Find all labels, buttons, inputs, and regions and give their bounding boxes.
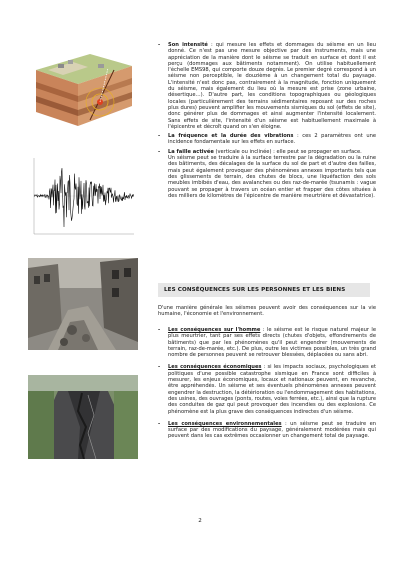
bullet-text: : ces 2 paramètres ont une incidence fondamentale sur les effets en surface. <box>168 133 376 146</box>
bullet-text: : un séisme peut se traduire en surface par des modifications du paysage, généralement modérées mais qui peuvent dans les cas extrêmes occasionner un changement total de paysage. <box>168 420 376 440</box>
bullet-term: Les conséquences économiques <box>168 364 262 371</box>
list-item: - Les conséquences environnementales : un séisme peut se traduire en surface par des modifications du paysage, généralement modérées mais qui peuvent dans les cas extrêmes occasionner un changement total de paysage. <box>158 420 376 440</box>
bullet-term: Les conséquences sur l'homme <box>168 327 261 333</box>
bottom-bullet-list <box>158 327 376 443</box>
ruined-street-photo <box>28 258 138 350</box>
list-item: - Les conséquences sur l'homme : le séisme est le risque naturel majeur le plus meurtrier, tant par ses effets directs (chutes d'objets, effondrements de bâtiments) que par les phénomènes qu'il peut engendrer (mouvements de terrain, raz-de-marée, etc.). De plus, outre les victimes possibles, un très grand nombre de personnes peuvent se retrouver blessées, déplacées ou sans abri. <box>158 327 376 359</box>
bullet-term: Son intensité <box>168 42 208 48</box>
list-item: - La fréquence et la durée des vibrations : ces 2 paramètres ont une incidence fondamentale sur les effets en surface. <box>158 133 376 146</box>
list-item: - Les conséquences économiques : si les impacts sociaux, psychologiques et politiques d'une possible catastrophe sismique en France sont difficiles à mesurer, les enjeux économiques, locaux et nationaux peuvent, en revanche, être appréhendés. Un séisme et ses éventuels phénomènes annexes peuvent engendrer la destruction, la détérioration ou l'endommagement des habitations, des usines, des ouvrages (ponts, routes, voies ferrées, etc.), ainsi que la rupture des conduites de gaz qui peut provoquer des incendies ou des explosions. Ce phénomène est la plus grave des conséquences indirectes d'un séisme. <box>158 364 376 415</box>
bullet-term: La fréquence et la durée des vibrations <box>168 133 294 140</box>
bullet-text: : qui mesure les effets et dommages du séisme en un lieu donné. Ce n'est pas une mesure objective par des instruments, mais une appréciation de la manière dont le séisme se traduit en surface et dont il est perçu (dommages aux bâtiments notamment). On utilise habituellement l'échelle EMS98, qui comporte douze degrés. Le premier degré correspond à un séisme non perceptible, le douzième à un changement total du paysage. L'intensité n'est donc pas, contrairement à la magnitude, fonction uniquement du séisme, mais également du lieu où la mesure est prise (zone urbaine, désertique…). D'autre part, les conditions topographiques ou géologiques locales (particulièrement des terrains sédimentaires reposant sur des roches plus dures) peuvent amplifier les mouvements sismiques du sol (effets de site), donc générer plus de dommages et ainsi augmenter l'intensité localement. Sans effets de site, l'intensité d'un séisme est habituellement maximale à l'épicentre et décroît quand on s'en éloigne. <box>168 42 376 130</box>
cracked-road-photo <box>28 375 138 459</box>
bullet-text: : le séisme est le risque naturel majeur le plus meurtrier, tant par ses effets directs (chutes d'objets, effondrements de bâtiments) que par les phénomènes qu'il peut engendrer (mouvements de terrain, raz-de-marée, etc.). De plus, outre les victimes possibles, un très grand nombre de personnes peuvent se retrouver blessées, déplacées ou sans abri. <box>168 327 376 359</box>
top-bullet-list <box>158 42 376 202</box>
page-number: 2 <box>198 518 202 524</box>
bullet-term: La faille activée <box>168 148 214 155</box>
seismogram-image <box>30 150 138 242</box>
section-title: LES CONSÉQUENCES SUR LES PERSONNES ET LES BIENS <box>158 283 370 297</box>
bullet-term: Les conséquences environnementales <box>168 420 282 427</box>
bullet-text: : si les impacts sociaux, psychologiques et politiques d'une possible catastrophe sismique en France sont difficiles à mesurer, les enjeux économiques, locaux et nationaux peuvent, en revanche, être appréhendés. Un séisme et ses éventuels phénomènes annexes peuvent engendrer la destruction, la détérioration ou l'endommagement des habitations, des usines, des ouvrages (ponts, routes, voies ferrées, etc.), ainsi que la rupture des conduites de gaz qui peut provoquer des incendies ou des explosions. Ce phénomène est la plus grave des conséquences indirectes d'un séisme. <box>168 364 376 415</box>
list-item: - Son intensité : qui mesure les effets et dommages du séisme en un lieu donné. Ce n'est pas une mesure objective par des instruments, mais une appréciation de la manière dont le séisme se traduit en surface et dont il est perçu (dommages aux bâtiments notamment). On utilise habituellement l'échelle EMS98, qui comporte douze degrés. Le premier degré correspond à un séisme non perceptible, le douzième à un changement total du paysage. L'intensité n'est donc pas, contrairement à la magnitude, fonction uniquement du séisme, mais également du lieu où la mesure est prise (zone urbaine, désertique…). D'autre part, les conditions topographiques ou géologiques locales (particulièrement des terrains sédimentaires reposant sur des roches plus dures) peuvent amplifier les mouvements sismiques du sol (effets de site), donc générer plus de dommages et ainsi augmenter l'intensité localement. Sans effets de site, l'intensité d'un séisme est habituellement maximale à l'épicentre et décroît quand on s'en éloigne. <box>158 42 376 130</box>
intro-paragraph: D'une manière générale les séismes peuvent avoir des conséquences sur la vie humaine, l'économie et l'environnement. <box>158 305 376 318</box>
bullet-extra-text: Un séisme peut se traduire à la surface terrestre par la dégradation ou la ruine des bâtiments, des décalages de la surface du sol de part et d'autre des failles, mais peut également provoquer des phénomènes annexes importants tels que des glissements de terrain, des chutes de blocs, une liquéfaction des sols meubles imbibés d'eau, des avalanches ou des raz-de-marée (tsunamis : vague pouvant se propager à travers un océan entier et frapper des côtes situées à des milliers de kilomètres de l'épicentre de manière meurtrière et dévastatrice). <box>168 155 376 199</box>
fault-block-diagram-image <box>28 40 138 132</box>
list-item: - La faille activée (verticale ou inclinée) : elle peut se propager en surface. Un séisme peut se traduire à la surface terrestre par la dégradation ou la ruine des bâtiments, des décalages de la surface du sol de part et d'autre des failles, mais peut également provoquer des phénomènes annexes importants tels que des glissements de terrain, des chutes de blocs, une liquéfaction des sols meubles imbibés d'eau, des avalanches ou des raz-de-marée (tsunamis : vague pouvant se propager à travers un océan entier et frapper des côtes situées à des milliers de kilomètres de l'épicentre de manière meurtrière et dévastatrice). <box>158 148 376 199</box>
bullet-text: (verticale ou inclinée) : elle peut se propager en surface. <box>213 148 362 155</box>
